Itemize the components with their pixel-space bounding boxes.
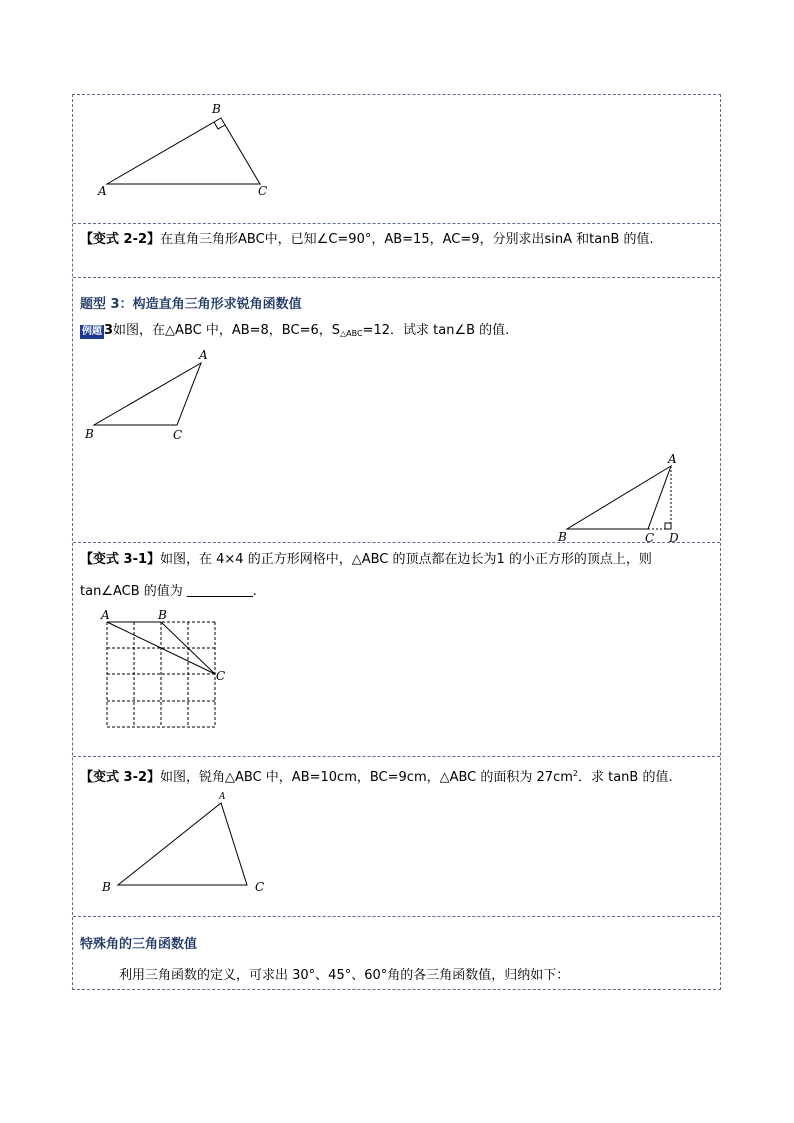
answer-blank: [187, 584, 253, 597]
special-angles-text: 利用三角函数的定义，可求出 30°、45°、60°角的各三角函数值，归纳如下：: [119, 968, 570, 983]
example-tag: 例题: [82, 326, 102, 337]
figure-acute-triangle-abc: [73, 785, 323, 895]
figure-triangle-with-altitude: [543, 450, 723, 550]
section-heading-special-angles: 特殊角的三角函数值: [80, 937, 198, 952]
label-a: A: [219, 792, 226, 802]
label-b: B: [85, 427, 94, 441]
divider: [73, 542, 720, 543]
divider: [73, 916, 720, 917]
figure-obtuse-triangle-abc: [73, 345, 373, 455]
label-c: C: [255, 880, 265, 894]
variant-3-1-line2: tan∠ACB 的值为 .: [80, 584, 257, 599]
example-3-text: 例题 3如图，在△ABC 中，AB=8，BC=6，$S_{\triangle ABC}=12$．试求 tan∠B 的值.: [82, 323, 510, 338]
label-d: D: [669, 531, 679, 545]
variant-label: 【变式 3-2】: [80, 770, 161, 785]
worksheet-frame: [72, 94, 721, 990]
divider: [73, 756, 720, 757]
variant-3-2-text: 【变式 3-2】如图，锐角△ABC 中，AB=10cm，BC=9cm，△ABC 的面积为 $27cm^2$．求 tanB 的值.: [80, 769, 673, 785]
label-a: A: [199, 348, 208, 362]
divider: [73, 277, 720, 278]
label-b: B: [102, 880, 111, 894]
label-b: B: [158, 608, 167, 622]
figure-grid-triangle: [73, 605, 273, 735]
label-c: C: [216, 669, 226, 683]
label-c: C: [173, 428, 183, 442]
variant-3-1-line1: 【变式 3-1】如图，在 4×4 的正方形网格中，△ABC 的顶点都在边长为1 的小正方形的顶点上，则: [80, 552, 652, 567]
label-b: B: [558, 530, 567, 544]
figure-right-triangle-abc: [73, 95, 722, 225]
divider: [73, 223, 720, 224]
label-a: A: [98, 184, 107, 198]
label-c: C: [258, 184, 268, 198]
label-b: B: [212, 102, 221, 116]
variant-label: 【变式 3-1】: [80, 552, 161, 567]
variant-label: 【变式 2-2】: [80, 232, 161, 247]
label-c: C: [645, 531, 655, 545]
label-a: A: [668, 452, 677, 466]
section-heading-type3: 题型 3：构造直角三角形求锐角函数值: [80, 297, 302, 312]
variant-2-2-text: 【变式 2-2】在直角三角形ABC中，已知∠C=90°，AB=15，AC=9，分别求出sinA 和tanB 的值.: [80, 232, 654, 247]
label-a: A: [101, 608, 110, 622]
